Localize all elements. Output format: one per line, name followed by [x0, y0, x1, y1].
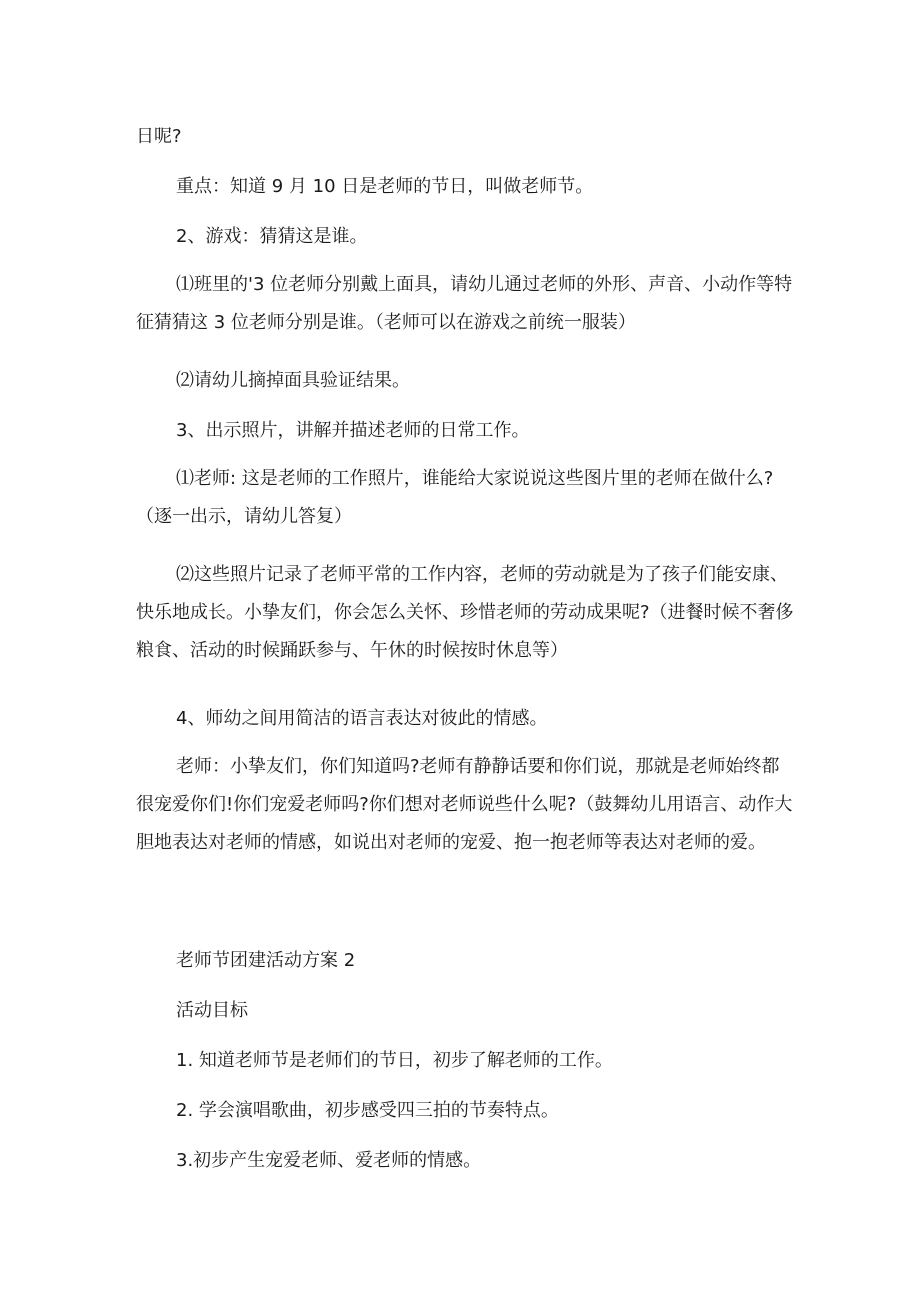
- paragraph-key-point: 重点：知道 9 月 10 日是老师的节日，叫做老师节。: [176, 176, 594, 197]
- subsection-heading: 活动目标: [176, 1000, 248, 1021]
- paragraph-step-4: 4、师幼之间用简洁的语言表达对彼此的情感。: [176, 708, 548, 729]
- paragraph-step-3: 3、出示照片，讲解并描述老师的日常工作。: [176, 420, 530, 441]
- paragraph-step-2: 2、游戏：猜猜这是谁。: [176, 226, 368, 247]
- paragraph-step-2-2: ⑵请幼儿摘掉面具验证结果。: [176, 370, 410, 391]
- goal-item-1: 1. 知道老师节是老师们的节日，初步了解老师的工作。: [176, 1050, 613, 1071]
- goal-item-3: 3.初步产生宠爱老师、爱老师的情感。: [176, 1150, 482, 1171]
- section-heading: 老师节团建活动方案 2: [176, 950, 356, 971]
- paragraph-teacher-speech: 老师：小挚友们，你们知道吗?老师有静静话要和你们说，那就是老师始终都很宠爱你们!你们宠爱老师吗?你们想对老师说些什么呢?（鼓舞幼儿用语言、动作大胆地表达对老师的情感，如说出对老师的宠爱、抱一抱老师等表达对老师的爱。: [136, 756, 793, 853]
- paragraph-step-2-1: ⑴班里的'3 位老师分别戴上面具，请幼儿通过老师的外形、声音、小动作等特征猜猜这 3 位老师分别是谁。（老师可以在游戏之前统一服装）: [136, 274, 793, 333]
- paragraph-step-3-1: ⑴老师: 这是老师的工作照片，谁能给大家说说这些图片里的老师在做什么?（逐一出示，请幼儿答复）: [136, 468, 774, 527]
- paragraph-step-3-2: ⑵这些照片记录了老师平常的工作内容，老师的劳动就是为了孩子们能安康、快乐地成长。小挚友们，你会怎么关怀、珍惜老师的劳动成果呢?（进餐时候不奢侈粮食、活动的时候踊跃参与、午休的时候按时休息等）: [136, 564, 794, 661]
- paragraph-continuation: 日呢?: [136, 126, 182, 147]
- goal-item-2: 2. 学会演唱歌曲，初步感受四三拍的节奏特点。: [176, 1100, 559, 1121]
